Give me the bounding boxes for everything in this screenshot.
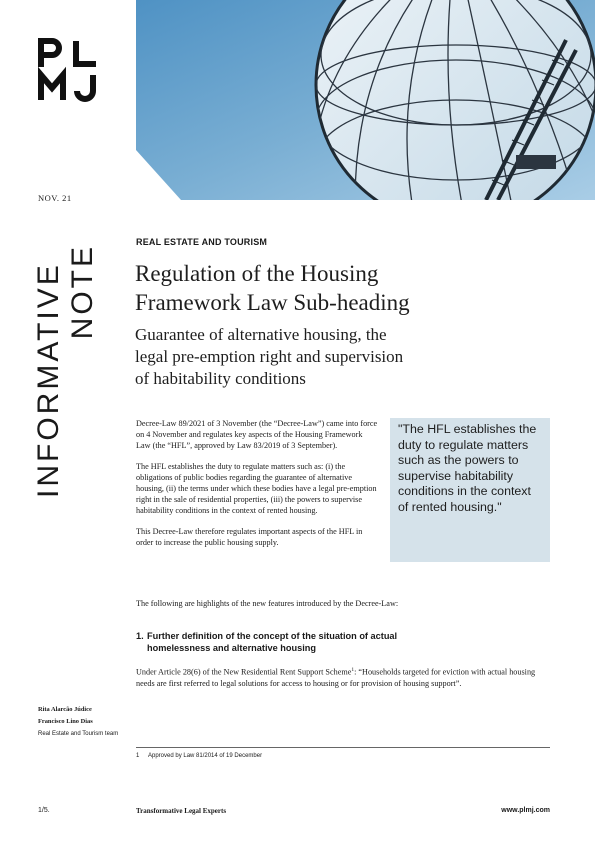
subtitle-line-1: Guarantee of alternative housing, the: [135, 325, 387, 344]
section-heading-line-2: homelessness and alternative housing: [147, 643, 316, 653]
page-title: [135, 259, 555, 317]
vertical-title-line-1: INFORMATIVE: [32, 262, 65, 498]
team-name: Real Estate and Tourism team: [38, 731, 119, 737]
issue-date: NOV. 21: [38, 193, 72, 203]
intro-paragraph-3: This Decree-Law therefore regulates important aspects of the HFL in order to increase the public housing supply.: [136, 527, 363, 547]
footer-tagline: Transformative Legal Experts: [136, 807, 227, 815]
hero-image: [136, 0, 595, 200]
plmj-logo: [38, 38, 100, 102]
footnote-number: 1: [136, 753, 140, 759]
footnote-text: Approved by Law 81/2014 of 19 December: [148, 753, 263, 759]
informative-note-vertical-title: [32, 228, 104, 498]
footnote-ref: 1: [351, 667, 355, 673]
observatory-dome-image: [136, 0, 595, 200]
author-name: Francisco Lino Dias: [38, 718, 93, 725]
page-subtitle: [135, 324, 535, 390]
section-heading-number: 1.: [136, 631, 144, 641]
pull-quote: "The HFL establishes the duty to regulate matters such as the powers to supervise habitability conditions in the context of rented housing.": [390, 418, 550, 562]
intro-column: [136, 418, 378, 558]
article-text-after: : “Households targeted for eviction with actual housing needs are first referred to legal solutions for access to housing or for provision of housing support”.: [136, 667, 536, 688]
section-heading-line-1: Further definition of the concept of the situation of actual: [147, 631, 398, 641]
subtitle-line-2: legal pre-emption right and supervision: [135, 347, 404, 366]
authors-block: [38, 706, 128, 738]
intro-paragraph-2: The HFL establishes the duty to regulate matters such as: (i) the obligations of public bodies regarding the guarantee of alternative housing, (ii) the terms under which these bodies have a legal pre-emption right in the sale of residential properties, (iii) the powers to supervise habitability conditions in the context of rented housing.: [136, 462, 377, 515]
title-line-1: Regulation of the Housing: [135, 261, 379, 286]
intro-paragraph-1: Decree-Law 89/2021 of 3 November (the “Decree-Law”) came into force on 4 November and regulates key aspects of the Housing Framework Law (the “HFL”, approved by Law 83/2019 of 3 September).: [136, 419, 378, 450]
title-line-2: Framework Law Sub-heading: [135, 290, 410, 315]
footer-url-link[interactable]: www.plmj.com: [501, 807, 550, 814]
plmj-logo-mark: [38, 38, 100, 102]
article-text-before: Under Article 28(6) of the New Residential Rent Support Scheme: [136, 667, 352, 677]
vertical-title-line-2: NOTE: [66, 244, 99, 340]
practice-area-label: REAL ESTATE AND TOURISM: [136, 237, 268, 247]
subtitle-line-3: of habitability conditions: [135, 369, 306, 388]
footnote: [136, 753, 262, 759]
highlights-intro: The following are highlights of the new features introduced by the Decree-Law:: [136, 599, 399, 608]
author-name: Rita Alarcão Júdice: [38, 706, 92, 713]
footnote-divider: [136, 747, 550, 748]
section-heading-1: [136, 630, 536, 654]
page-number: 1/5.: [38, 807, 50, 814]
article-paragraph: [136, 665, 552, 689]
